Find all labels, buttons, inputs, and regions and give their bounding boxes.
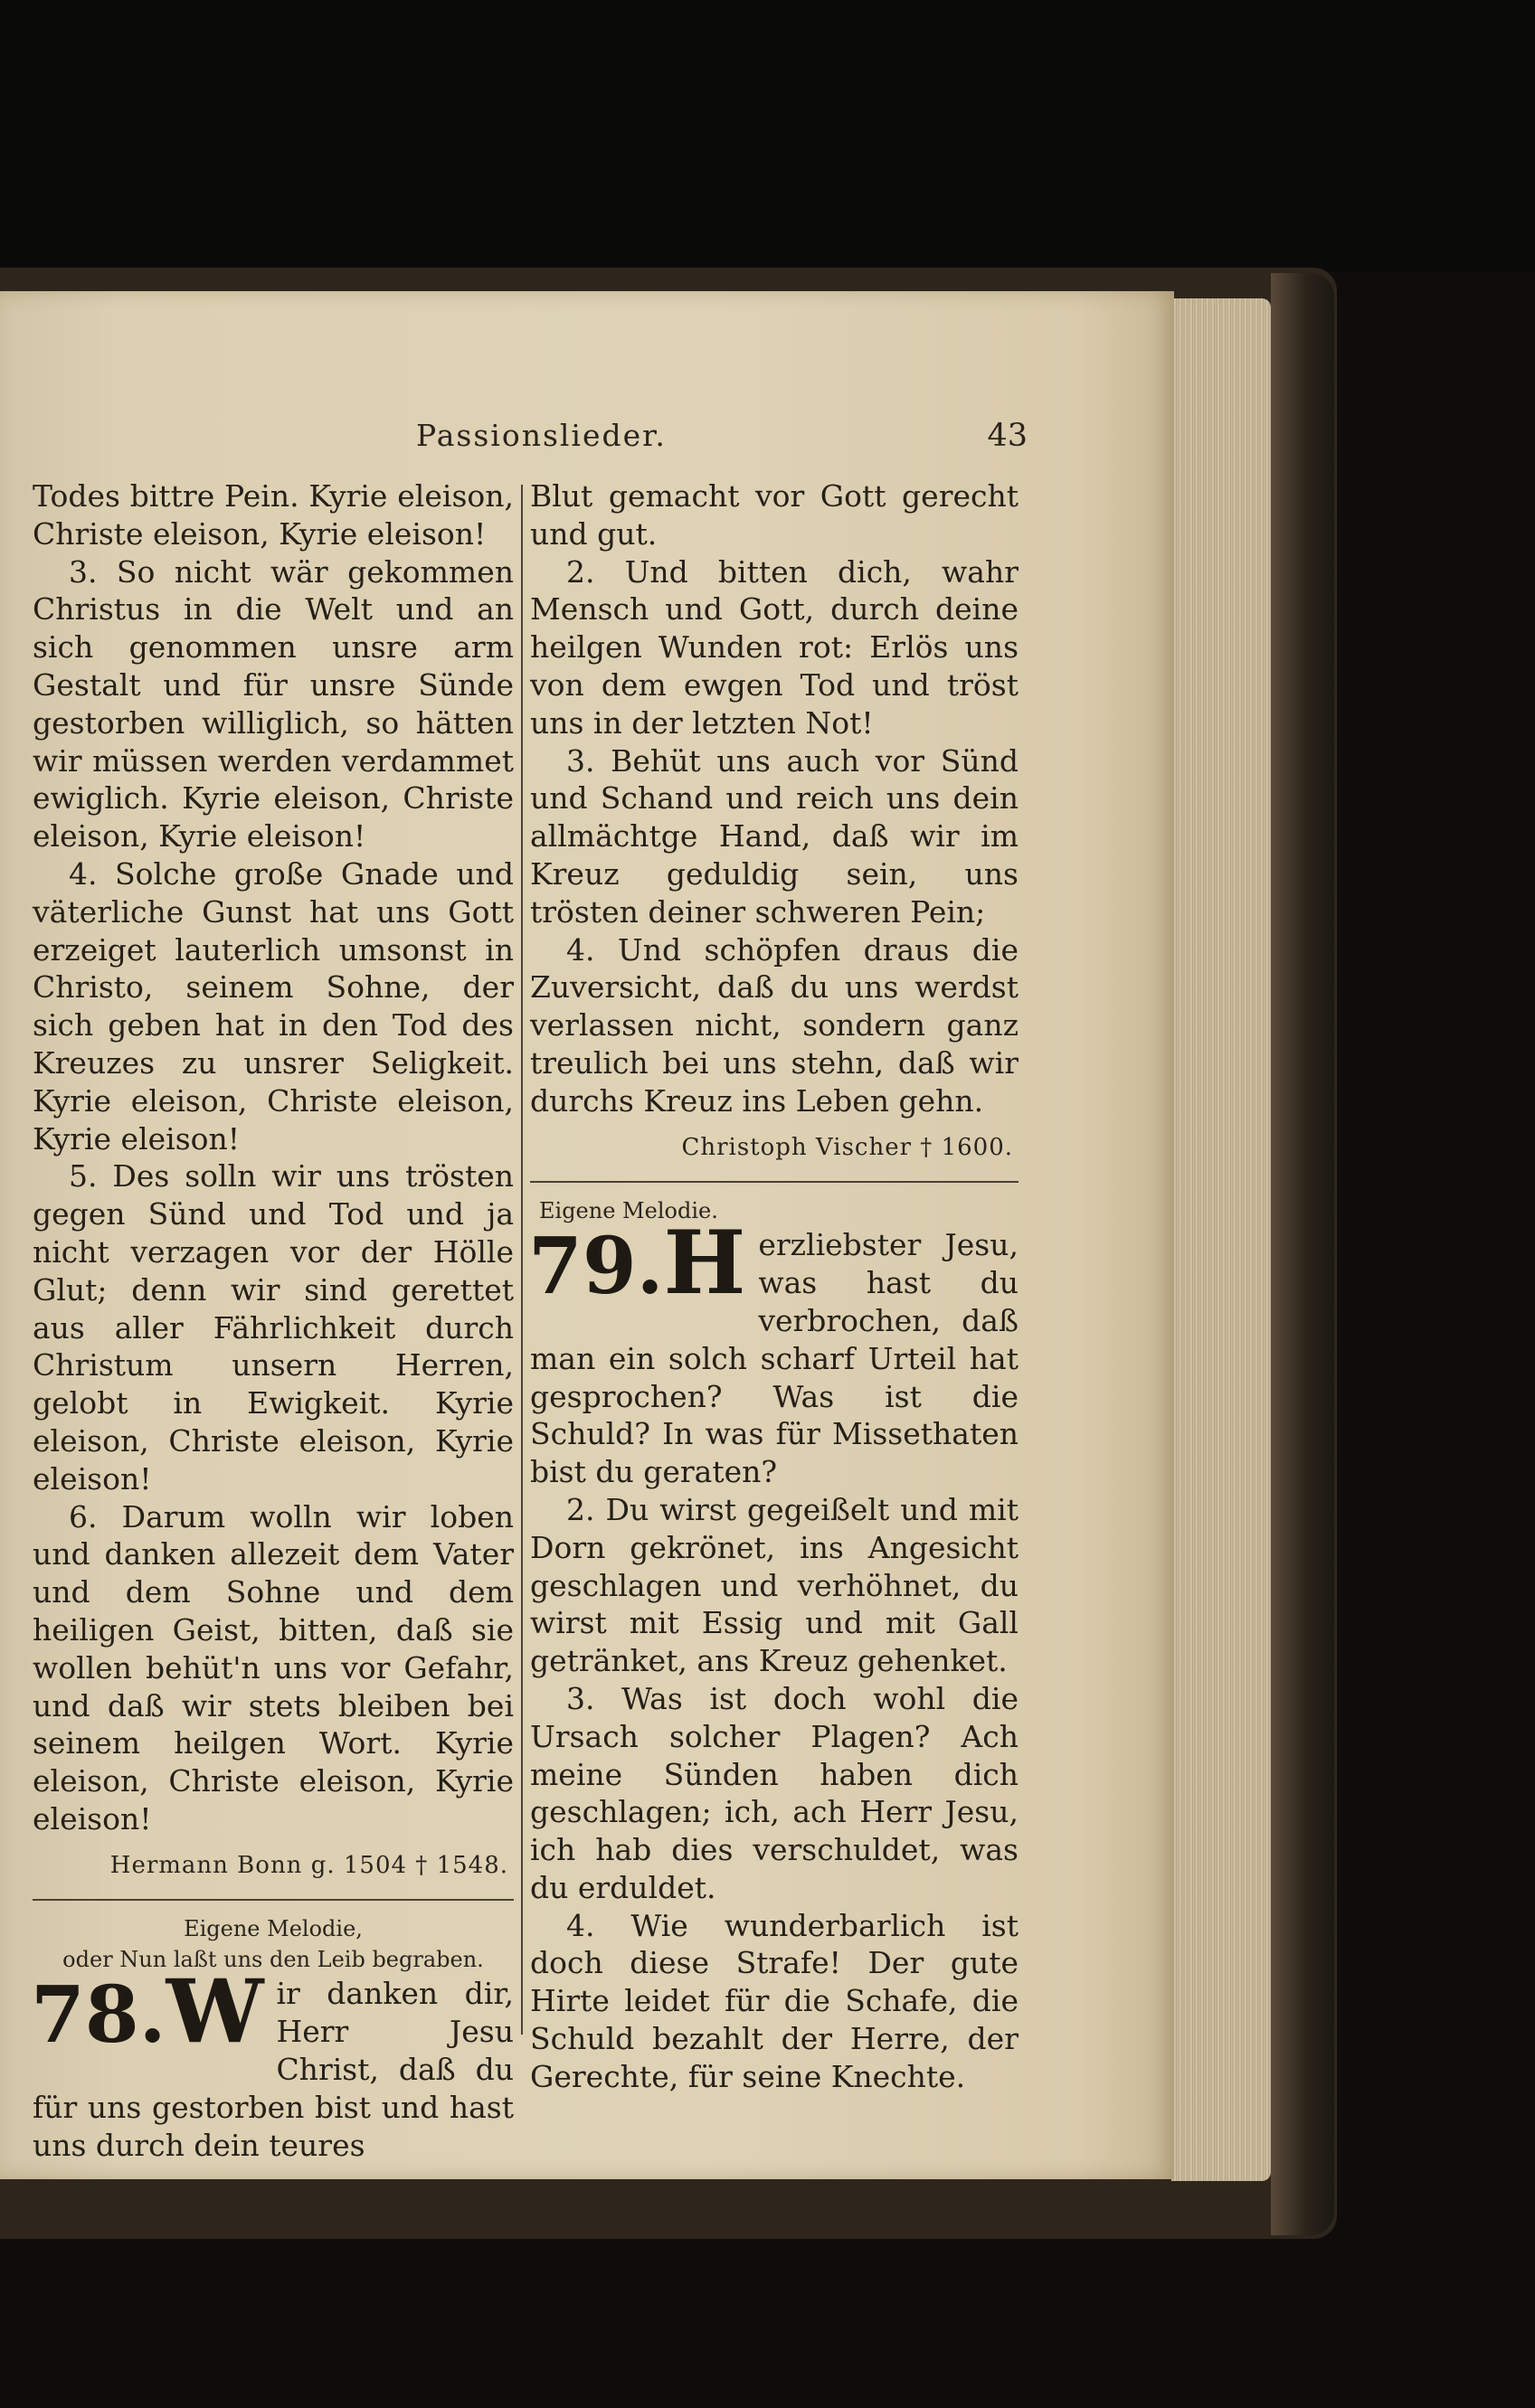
right-stanza-79-3: 3. Was ist doch wohl die Ursach solcher Plagen? Ach meine Sünden haben dich geschlagen; ich, ach Herr Jesu, ich hab dies verschuldet, was du erduldet. (530, 1680, 1019, 1905)
melody-note-78: Eigene Melodie, (184, 1916, 363, 1942)
melody-alternative-78: oder Nun laßt uns den Leib begraben. (62, 1947, 484, 1973)
book-spine (1271, 273, 1334, 2235)
right-stanza-4: 4. Und schöpfen draus die Zuversicht, daß du uns werdst verlassen nicht, sondern ganz treulich bei uns stehn, daß wir durchs Kreuz ins Leben gehn. (530, 931, 1019, 1119)
section-rule-left (33, 1899, 514, 1901)
right-author-credit: Christoph Vischer † 1600. (681, 1133, 1013, 1161)
dark-background (0, 0, 1535, 271)
hymn-number-79 (528, 1212, 746, 1315)
hymn-number-78-digits: 78. (31, 1969, 166, 2062)
right-column (530, 477, 1019, 2096)
hymn-number-79-digits: 79. (528, 1221, 664, 1313)
page-number: 43 (987, 418, 1028, 454)
drop-cap-79: H (663, 1212, 746, 1315)
left-stanza-5: 5. Des solln wir uns trösten gegen Sünd und Tod und ja nicht verzagen vor der Hölle Glut; denn wir sind gerettet aus aller Fährlichkeit durch Christum unsern Herren, gelobt in Ewigkeit. Kyrie eleison, Christe eleison, Kyrie eleison! (33, 1158, 514, 1497)
hymn-79-text: erzliebster Jesu, was hast du verbrochen, daß man ein solch scharf Urteil hat gesprochen? Was ist die Schuld? In was für Missethaten bist du geraten? (530, 1227, 1019, 1490)
hymn-78-text: ir danken dir, Herr Jesu Christ, daß du für uns gestorben bist und hast uns durch dein teures (33, 1976, 514, 2163)
running-head: Passionslieder. (416, 418, 667, 453)
column-divider (521, 485, 523, 2035)
section-rule-right (530, 1181, 1019, 1183)
hymn-79 (528, 1212, 1019, 1491)
left-column (33, 477, 514, 2164)
page-edges (1171, 298, 1271, 2181)
left-stanza-6: 6. Darum wolln wir loben und danken allezeit dem Vater und dem Sohne und dem heiligen Geist, bitten, daß sie wollen behüt'n uns vor Gefahr, und daß wir stets bleiben bei seinem heilgen Wort. Kyrie eleison, Christe eleison, Kyrie eleison! (33, 1498, 514, 1837)
melody-note-79: Eigene Melodie. (539, 1198, 718, 1224)
right-stanza-79-4: 4. Wie wunderbarlich ist doch diese Strafe! Der gute Hirte leidet für die Schafe, die Schuld bezahlt der Herre, der Gerechte, für seine Knechte. (530, 1907, 1019, 2094)
left-author-credit: Hermann Bonn g. 1504 † 1548. (109, 1851, 508, 1879)
right-stanza-2: 2. Und bitten dich, wahr Mensch und Gott, durch deine heilgen Wunden rot: Erlös uns von dem ewgen Tod und tröst uns in der letzten Not! (530, 553, 1019, 741)
right-stanza-79-2: 2. Du wirst gegeißelt und mit Dorn gekrönet, ins Angesicht geschlagen und verhöhnet, du wirst mit Essig und mit Gall getränket, ans Kreuz gehenket. (530, 1491, 1019, 1679)
right-paragraph-1: Blut gemacht vor Gott gerecht und gut. (530, 478, 1019, 552)
hymn-number-78 (31, 1960, 264, 2063)
left-paragraph-1: Todes bittre Pein. Kyrie eleison, Christe eleison, Kyrie eleison! (33, 478, 514, 552)
drop-cap-78: W (166, 1960, 264, 2063)
left-stanza-4: 4. Solche große Gnade und väterliche Gunst hat uns Gott erzeiget lauterlich umsonst in Christo, seinem Sohne, der sich geben hat in den Tod des Kreuzes zu unsrer Seligkeit. Kyrie eleison, Christe eleison, Kyrie eleison! (33, 855, 514, 1157)
left-stanza-3: 3. So nicht wär gekommen Christus in die Welt und an sich genommen unsre arm Gestalt und für unsre Sünde gestorben williglich, so hätten wir müssen werden verdammet ewiglich. Kyrie eleison, Christe eleison, Kyrie eleison! (33, 553, 514, 855)
page-header (0, 418, 1067, 463)
right-stanza-3: 3. Behüt uns auch vor Sünd und Schand und reich uns dein allmächtge Hand, daß wir im Kreuz geduldig sein, uns trösten deiner schweren Pein; (530, 742, 1019, 930)
